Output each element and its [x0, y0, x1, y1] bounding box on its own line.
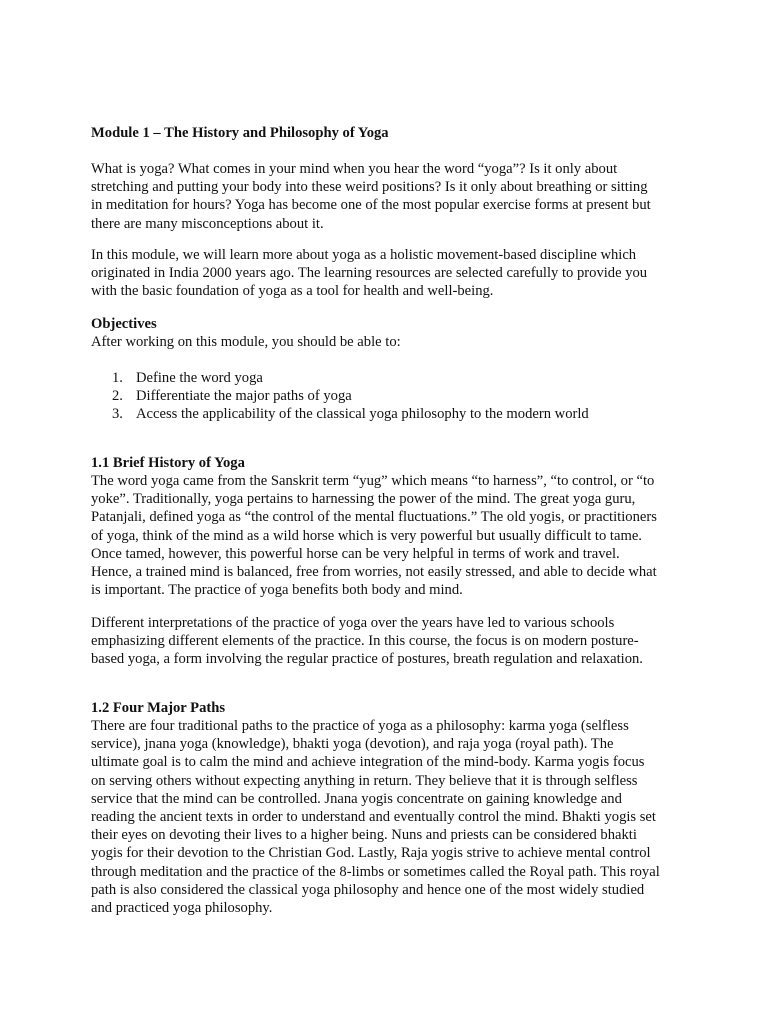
- section-1-1-paragraph-2: [91, 614, 691, 669]
- paragraph-line: path is also considered the classical yoga philosophy and hence one of the most widely studied: [91, 881, 645, 898]
- section-1-2-heading: 1.2 Four Major Paths: [91, 700, 226, 716]
- paragraph-line: is important. The practice of yoga benefits both body and mind.: [91, 582, 463, 599]
- paragraph-line: there are many misconceptions about it.: [91, 215, 324, 232]
- list-number: 2.: [112, 388, 123, 405]
- list-text: Define the word yoga: [136, 370, 263, 386]
- paragraph-line: yogis for their devotion to the Christian God. Lastly, Raja yogis strive to achieve mental control: [91, 845, 651, 862]
- section-1-2-paragraph-1: [91, 717, 691, 917]
- paragraph-line: with the basic foundation of yoga as a tool for health and well-being.: [91, 283, 494, 300]
- paragraph-line: Different interpretations of the practice of yoga over the years have led to various schools: [91, 615, 615, 631]
- objectives-lead: [91, 333, 691, 351]
- paragraph-line: on serving others without expecting anything in return. They believe that it is through selfless: [91, 772, 638, 789]
- paragraph-line: After working on this module, you should be able to:: [91, 334, 401, 350]
- paragraph-line: ultimate goal is to calm the mind and achieve integration of the mind-body. Karma yogis focus: [91, 754, 645, 771]
- module-title: Module 1 – The History and Philosophy of Yoga: [91, 125, 389, 141]
- objectives-heading: Objectives: [91, 316, 157, 332]
- paragraph-line: Hence, a trained mind is balanced, free from worries, not easily stressed, and able to decide what: [91, 564, 657, 581]
- intro-paragraph-2: [91, 246, 691, 301]
- paragraph-line: reading the ancient texts in order to understand and eventually control the mind. Bhakti yogis set: [91, 809, 656, 826]
- paragraph-line: through meditation and the practice of the 8-limbs or sometimes called the Royal path. This royal: [91, 863, 660, 880]
- list-item: [112, 369, 692, 387]
- list-number: 3.: [112, 406, 123, 423]
- section-1-1-heading: 1.1 Brief History of Yoga: [91, 455, 245, 471]
- paragraph-line: and practiced yoga philosophy.: [91, 900, 273, 917]
- paragraph-line: emphasizing different elements of the practice. In this course, the focus is on modern posture-: [91, 633, 639, 650]
- paragraph-line: in meditation for hours? Yoga has become one of the most popular exercise forms at present but: [91, 197, 651, 214]
- intro-paragraph-1: [91, 160, 691, 233]
- paragraph-line: Patanjali, defined yoga as “the control of the mental fluctuations.” The old yogis, or practitioners: [91, 509, 657, 526]
- paragraph-line: What is yoga? What comes in your mind when you hear the word “yoga”? Is it only about: [91, 161, 618, 177]
- objectives-list: [112, 369, 692, 424]
- list-text: Access the applicability of the classical yoga philosophy to the modern world: [136, 406, 589, 423]
- paragraph-line: In this module, we will learn more about yoga as a holistic movement-based discipline which: [91, 247, 637, 263]
- list-item: [112, 405, 692, 423]
- paragraph-line: stretching and putting your body into these weird positions? Is it only about breathing or sitting: [91, 179, 648, 196]
- list-number: 1.: [112, 370, 123, 386]
- section-1-1-paragraph-1: [91, 472, 691, 599]
- paragraph-line: based yoga, a form involving the regular practice of postures, breath regulation and relaxation.: [91, 651, 643, 668]
- paragraph-line: Once tamed, however, this powerful horse can be very helpful in terms of work and travel.: [91, 545, 620, 562]
- paragraph-line: their eyes on devoting their lives to a higher being. Nuns and priests can be considered bhakti: [91, 827, 637, 844]
- list-text: Differentiate the major paths of yoga: [136, 388, 352, 405]
- paragraph-line: of yoga, think of the mind as a wild horse which is very powerful but usually difficult to tame.: [91, 527, 642, 544]
- paragraph-line: The word yoga came from the Sanskrit term “yug” which means “to harness”, “to control, or “to: [91, 473, 655, 489]
- paragraph-line: yoke”. Traditionally, yoga pertains to harnessing the power of the mind. The great yoga guru,: [91, 491, 636, 508]
- paragraph-line: service), jnana yoga (knowledge), bhakti yoga (devotion), and raja yoga (royal path). The: [91, 736, 614, 753]
- paragraph-line: There are four traditional paths to the practice of yoga as a philosophy: karma yoga (selfless: [91, 718, 629, 734]
- paragraph-line: originated in India 2000 years ago. The learning resources are selected carefully to provide you: [91, 265, 648, 282]
- paragraph-line: service that the mind can be controlled. Jnana yogis concentrate on gaining knowledge and: [91, 790, 622, 807]
- list-item: [112, 387, 692, 405]
